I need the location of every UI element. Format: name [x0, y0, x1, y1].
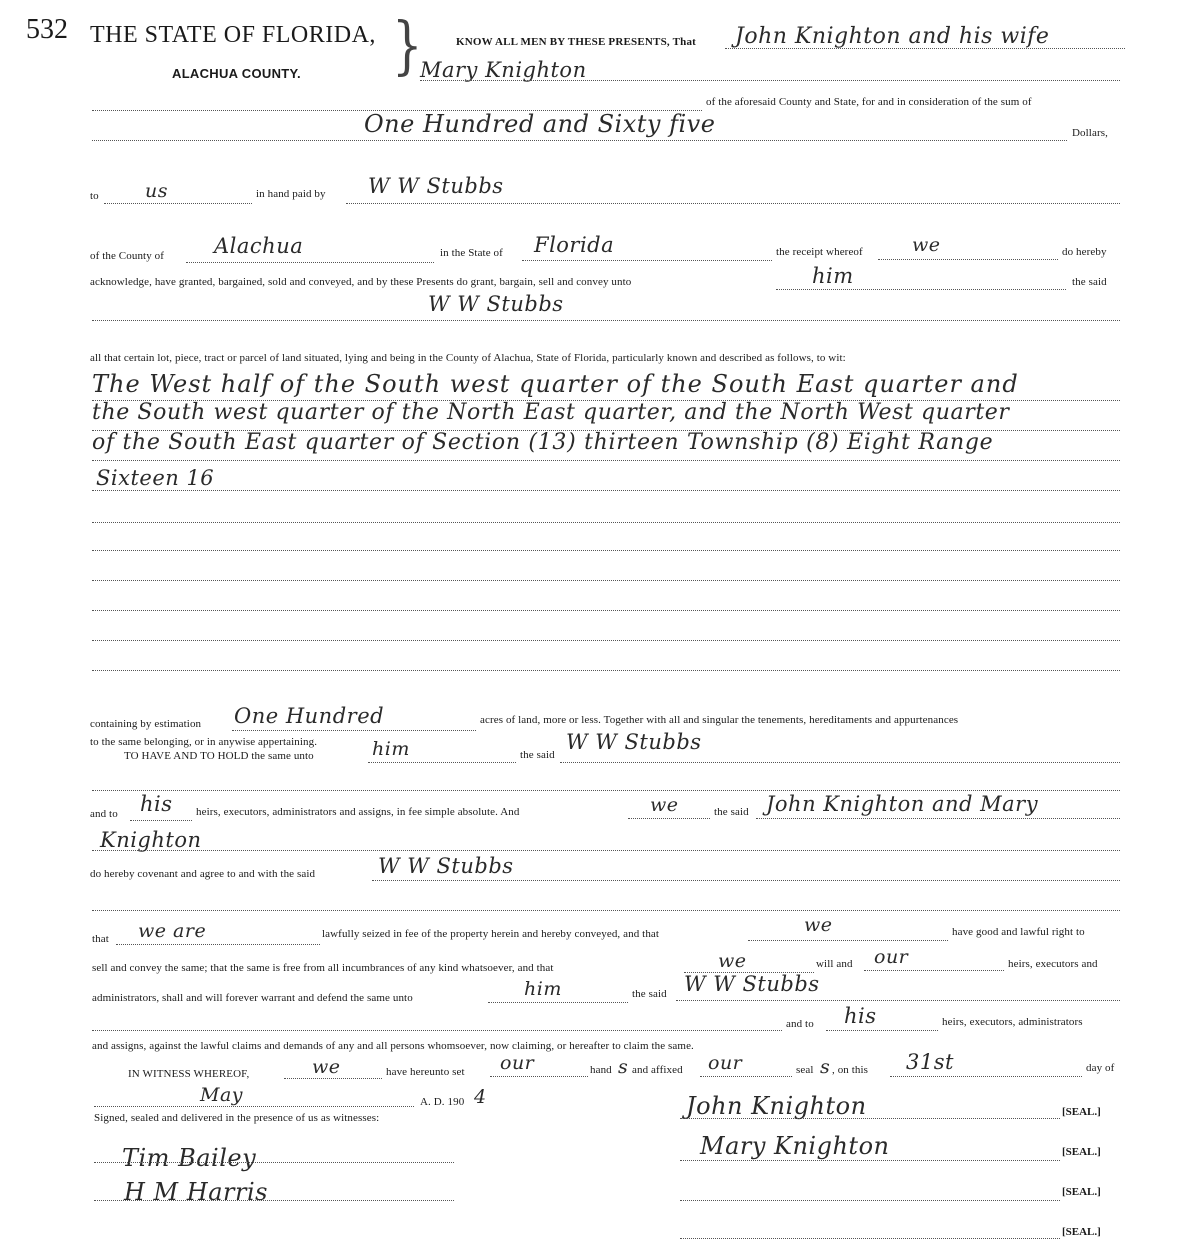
- to-text: to: [90, 190, 99, 202]
- rule: [680, 1200, 1060, 1201]
- seal-s-handwritten: s: [820, 1056, 831, 1078]
- grantors-3b-handwritten: Knighton: [100, 828, 202, 852]
- receipt-handwritten: we: [912, 234, 941, 256]
- that-text: that: [92, 933, 109, 945]
- rule: [94, 1106, 414, 1107]
- rule: [130, 820, 192, 821]
- in-witness-text: IN WITNESS WHEREOF,: [128, 1068, 250, 1080]
- rule: [756, 818, 1120, 819]
- rule: [488, 1002, 628, 1003]
- rule: [700, 1076, 792, 1077]
- seal-text: seal: [796, 1064, 814, 1076]
- ad-text: A. D. 190: [420, 1096, 465, 1108]
- rule: [890, 1076, 1082, 1077]
- dollars-text: Dollars,: [1072, 127, 1108, 139]
- rule: [420, 80, 1120, 81]
- rule: [776, 289, 1066, 290]
- rule: [94, 1162, 454, 1163]
- rule: [826, 1030, 938, 1031]
- witness-handwritten: we: [312, 1056, 341, 1078]
- rule: [680, 1160, 1060, 1161]
- rule: [680, 1238, 1060, 1239]
- the-said-2-text: the said: [520, 749, 555, 761]
- and-assigns-text: and assigns, against the lawful claims and demands of any and all persons whomsoever, now claiming, or hereafter to claim the same.: [92, 1040, 694, 1052]
- rule: [92, 522, 1120, 523]
- sell-convey-text: sell and convey the same; that the same is free from all incumbrances of any kind whatsoever, and that: [92, 962, 554, 974]
- rule: [725, 48, 1125, 49]
- containing-text: containing by estimation: [90, 718, 202, 730]
- hand-text: hand: [590, 1064, 612, 1076]
- heirs-exec-text: heirs, executors, administrators and assigns, in fee simple absolute. And: [196, 806, 520, 818]
- signer-2-signature: Mary Knighton: [700, 1132, 890, 1160]
- rule: [92, 790, 1120, 791]
- rule: [92, 610, 1120, 611]
- rule: [186, 262, 434, 263]
- and-to-2-handwritten: his: [844, 1004, 877, 1028]
- month-handwritten: May: [200, 1084, 244, 1106]
- rule: [92, 850, 1120, 851]
- belonging-text: to the same belonging, or in anywise appertaining.: [90, 736, 318, 748]
- affixed-handwritten: our: [708, 1052, 743, 1074]
- hereunto-set-text: have hereunto set: [386, 1066, 465, 1078]
- header-brace: }: [392, 9, 423, 83]
- rule: [92, 460, 1120, 461]
- good-right-text: have good and lawful right to: [952, 926, 1085, 938]
- set-handwritten: our: [500, 1052, 535, 1074]
- grantee-handwritten: W W Stubbs: [428, 292, 564, 316]
- acres-text: acres of land, more or less. Together with all and singular the tenements, hereditaments and appurtenances: [480, 714, 959, 726]
- admin-handwritten: him: [524, 978, 562, 1000]
- seal-label-1: [SEAL.]: [1062, 1106, 1101, 1118]
- county-handwritten: Alachua: [214, 234, 304, 258]
- do-hereby-text: do hereby: [1062, 246, 1107, 258]
- legal-description-line-1: The West half of the South west quarter of the South East quarter and: [92, 370, 1019, 398]
- rule: [92, 640, 1120, 641]
- day-handwritten: 31st: [906, 1050, 954, 1074]
- hand-s-handwritten: s: [618, 1056, 629, 1078]
- rule: [92, 320, 1120, 321]
- signer-1-signature: John Knighton: [686, 1092, 867, 1120]
- rule: [372, 880, 1120, 881]
- grantors-handwritten-1: John Knighton and his wife: [735, 24, 1050, 49]
- rule: [878, 259, 1058, 260]
- seized-text: lawfully seized in fee of the property herein and hereby conveyed, and that: [322, 928, 660, 940]
- rule: [232, 730, 476, 731]
- seal-label-2: [SEAL.]: [1062, 1146, 1101, 1158]
- that-handwritten: we are: [138, 920, 207, 942]
- grantee-4-handwritten: W W Stubbs: [684, 972, 820, 996]
- and-handwritten: we: [650, 794, 679, 816]
- rule: [864, 970, 1004, 971]
- state-title: THE STATE OF FLORIDA,: [90, 22, 376, 48]
- and-affixed-text: and affixed: [632, 1064, 683, 1076]
- aforesaid-text: of the aforesaid County and State, for and in consideration of the sum of: [706, 96, 1032, 108]
- to-have-handwritten: him: [372, 738, 410, 760]
- rule: [92, 140, 1067, 141]
- rule: [490, 1076, 588, 1077]
- rule: [92, 580, 1120, 581]
- rule: [92, 550, 1120, 551]
- sell-handwritten: we: [718, 950, 747, 972]
- rule: [92, 670, 1120, 671]
- acres-handwritten: One Hundred: [234, 704, 385, 728]
- rule: [560, 762, 1120, 763]
- heirs-exec-and-text: heirs, executors and: [1008, 958, 1098, 970]
- heirs-exec-admin-text: heirs, executors, administrators: [942, 1016, 1083, 1028]
- state-of-text: in the State of: [440, 247, 503, 259]
- seal-label-4: [SEAL.]: [1062, 1226, 1101, 1238]
- administrators-text: administrators, shall and will forever warrant and defend the same unto: [92, 992, 413, 1004]
- on-this-text: , on this: [832, 1064, 869, 1076]
- rule: [368, 762, 516, 763]
- rule: [94, 1200, 454, 1201]
- rule: [628, 818, 710, 819]
- covenant-text: do hereby covenant and agree to and with the said: [90, 868, 316, 880]
- payer-handwritten: W W Stubbs: [368, 174, 504, 198]
- seal-label-3: [SEAL.]: [1062, 1186, 1101, 1198]
- rule: [92, 1030, 782, 1031]
- county-title: ALACHUA COUNTY.: [172, 66, 301, 81]
- covenant-handwritten: W W Stubbs: [378, 854, 514, 878]
- rule: [676, 1000, 1120, 1001]
- and-to-text: and to: [90, 808, 118, 820]
- county-of-text: of the County of: [90, 250, 165, 262]
- rule: [522, 260, 772, 261]
- receipt-whereof-text: the receipt whereof: [776, 246, 863, 258]
- amount-handwritten: One Hundred and Sixty five: [364, 110, 716, 138]
- the-said-text: the said: [1072, 276, 1107, 288]
- rule: [104, 203, 252, 204]
- rule: [92, 490, 1120, 491]
- witness-2-signature: H M Harris: [124, 1178, 268, 1206]
- in-hand-paid-text: in hand paid by: [256, 188, 326, 200]
- grantors-handwritten-2: Mary Knighton: [420, 58, 587, 82]
- unto-handwritten: him: [812, 264, 854, 288]
- rule: [680, 1118, 1060, 1119]
- rule: [346, 203, 1120, 204]
- the-said-3-text: the said: [714, 806, 749, 818]
- day-of-text: day of: [1086, 1062, 1115, 1074]
- rule: [748, 940, 948, 941]
- grantee-2-handwritten: W W Stubbs: [566, 730, 702, 754]
- to-handwritten: us: [145, 180, 168, 202]
- and-to-handwritten: his: [140, 792, 173, 816]
- grantors-3a-handwritten: John Knighton and Mary: [766, 792, 1039, 816]
- acknowledge-text: acknowledge, have granted, bargained, sold and conveyed, and by these Presents do grant, bargain, sell and convey unto: [90, 276, 632, 288]
- page-number: 532: [26, 14, 68, 45]
- legal-description-line-4: Sixteen 16: [96, 466, 215, 490]
- legal-description-line-2: the South west quarter of the North East quarter, and the North West quarter: [92, 400, 1010, 425]
- seized-handwritten: we: [804, 914, 833, 936]
- rule: [116, 944, 320, 945]
- and-to-2-text: and to: [786, 1018, 814, 1030]
- know-all-men: KNOW ALL MEN BY THESE PRESENTS, That: [456, 36, 697, 48]
- will-and-text: will and: [816, 958, 853, 970]
- all-that-text: all that certain lot, piece, tract or parcel of land situated, lying and being in the County of Alachua, State of Florida, particularly known and described as follows, to wit:: [90, 352, 846, 364]
- state-handwritten: Florida: [534, 233, 615, 257]
- the-said-4-text: the said: [632, 988, 667, 1000]
- year-handwritten: 4: [474, 1086, 487, 1108]
- to-have-text: TO HAVE AND TO HOLD the same unto: [124, 750, 314, 762]
- rule: [284, 1078, 382, 1079]
- legal-description-line-3: of the South East quarter of Section (13) thirteen Township (8) Eight Range: [92, 430, 994, 455]
- rule: [92, 910, 1120, 911]
- will-handwritten: our: [874, 946, 909, 968]
- signed-text: Signed, sealed and delivered in the presence of us as witnesses:: [94, 1112, 380, 1124]
- witness-1-signature: Tim Bailey: [122, 1144, 257, 1172]
